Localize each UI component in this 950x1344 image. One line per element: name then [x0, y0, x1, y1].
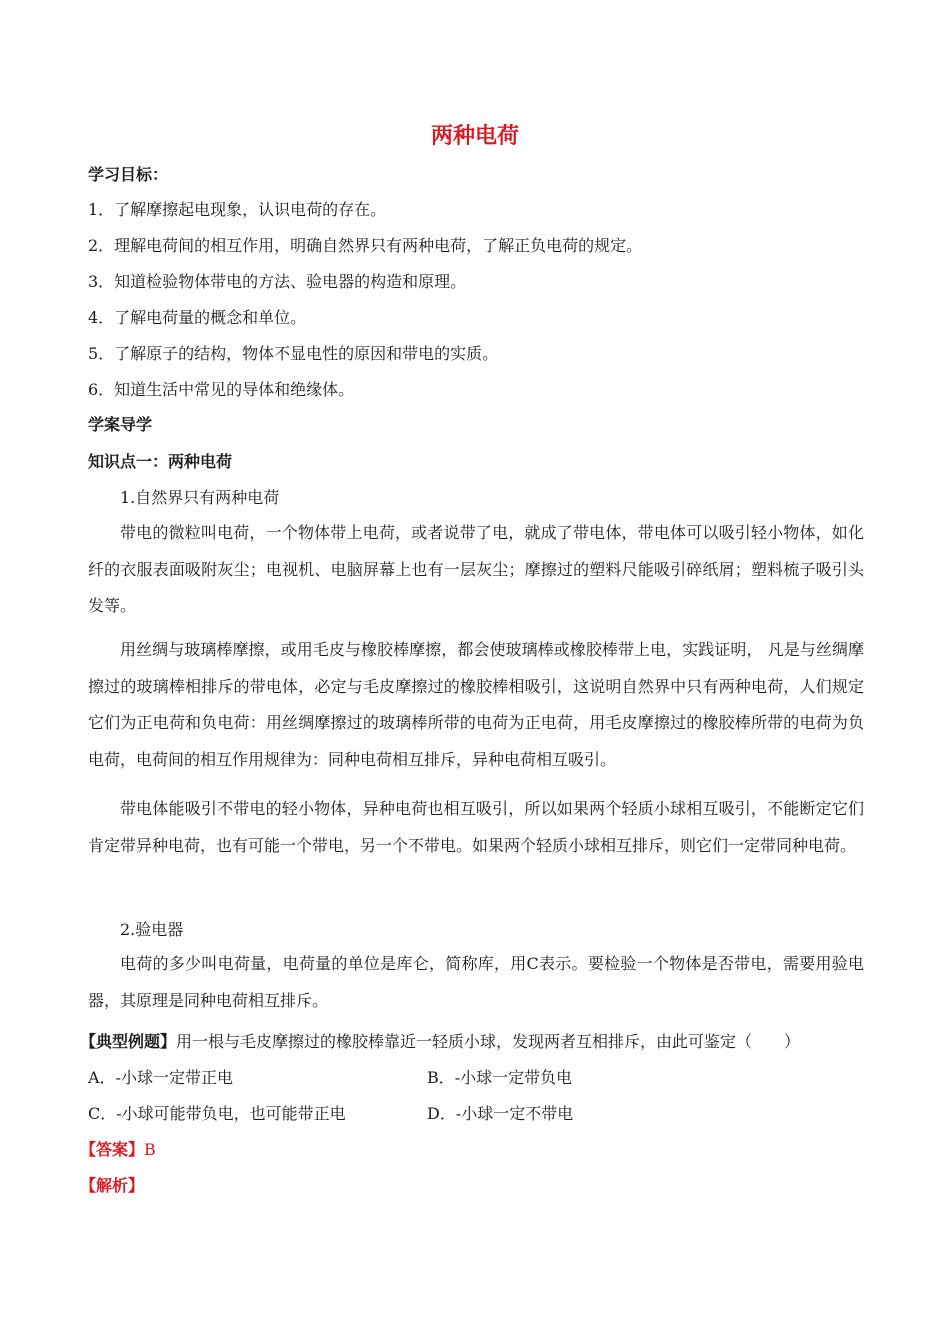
- objective-item: 4．了解电荷量的概念和单位。: [88, 308, 307, 327]
- paragraph-attraction: 带电体能吸引不带电的轻小物体，异种电荷也相互吸引，所以如果两个轻质小球相互吸引，不能断定它们肯定带异种电荷，也有可能一个带电，另一个不带电。如果两个轻质小球相互排斥，则它们一定带同种电荷。: [88, 799, 864, 855]
- answer-line: [80, 1139, 156, 1161]
- paragraph-electroscope: 电荷的多少叫电荷量，电荷量的单位是库仑，简称库，用C表示。要检验一个物体是否带电，需要用验电器，其原理是同种电荷相互排斥。: [88, 954, 864, 1010]
- guide-heading: 学案导学: [88, 415, 153, 434]
- objective-item: 5．了解原子的结构，物体不显电性的原因和带电的实质。: [88, 344, 499, 363]
- knowledge-point-heading: 知识点一：两种电荷: [88, 452, 233, 471]
- example-tag: 【典型例题】: [80, 1032, 177, 1051]
- analysis-line: [80, 1175, 144, 1197]
- objective-item: 3．知道检验物体带电的方法、验电器的构造和原理。: [88, 272, 467, 291]
- example-question: [80, 1031, 800, 1053]
- subsection-heading: 2.验电器: [120, 920, 184, 939]
- paragraph-charged-bodies: 带电的微粒叫电荷，一个物体带上电荷，或者说带了电，就成了带电体，带电体可以吸引轻小物体，如化纤的衣服表面吸附灰尘；电视机、电脑屏幕上也有一层灰尘；摩擦过的塑料尺能吸引碎纸屑；塑料梳子吸引头发等。: [88, 523, 864, 616]
- objective-item: 6．知道生活中常见的导体和绝缘体。: [88, 380, 355, 399]
- option-d: D．-小球一定不带电: [427, 1104, 574, 1123]
- objective-item: 2．理解电荷间的相互作用，明确自然界只有两种电荷，了解正负电荷的规定。: [88, 236, 643, 255]
- analysis-tag: 【解析】: [80, 1176, 145, 1195]
- subsection-heading: 1.自然界只有两种电荷: [120, 488, 280, 507]
- objectives-heading: 学习目标：: [88, 165, 169, 184]
- objective-item: 1．了解摩擦起电现象，认识电荷的存在。: [88, 200, 387, 219]
- option-a: A．-小球一定带正电: [88, 1068, 233, 1087]
- answer-value: B: [144, 1140, 156, 1159]
- option-c: C．-小球可能带负电，也可能带正电: [88, 1104, 346, 1123]
- option-b: B．-小球一定带负电: [427, 1068, 573, 1087]
- document-title: 两种电荷: [430, 124, 519, 149]
- answer-tag: 【答案】: [80, 1140, 145, 1159]
- paragraph-two-charges: 用丝绸与玻璃棒摩擦，或用毛皮与橡胶棒摩擦，都会使玻璃棒或橡胶棒带上电，实践证明， 凡是与丝绸摩擦过的玻璃棒相排斥的带电体，必定与毛皮摩擦过的橡胶棒相吸引，这说明自然界中只有两种电荷，人们规定它们为正电荷和负电荷：用丝绸摩擦过的玻璃棒所带的电荷为正电荷，用毛皮摩擦过的橡胶棒所带的电荷为负电荷，电荷间的相互作用规律为：同种电荷相互排斥，异种电荷相互吸引。: [88, 640, 864, 769]
- example-question-text: 用一根与毛皮摩擦过的橡胶棒靠近一轻质小球，发现两者互相排斥，由此可鉴定（ ）: [176, 1032, 801, 1051]
